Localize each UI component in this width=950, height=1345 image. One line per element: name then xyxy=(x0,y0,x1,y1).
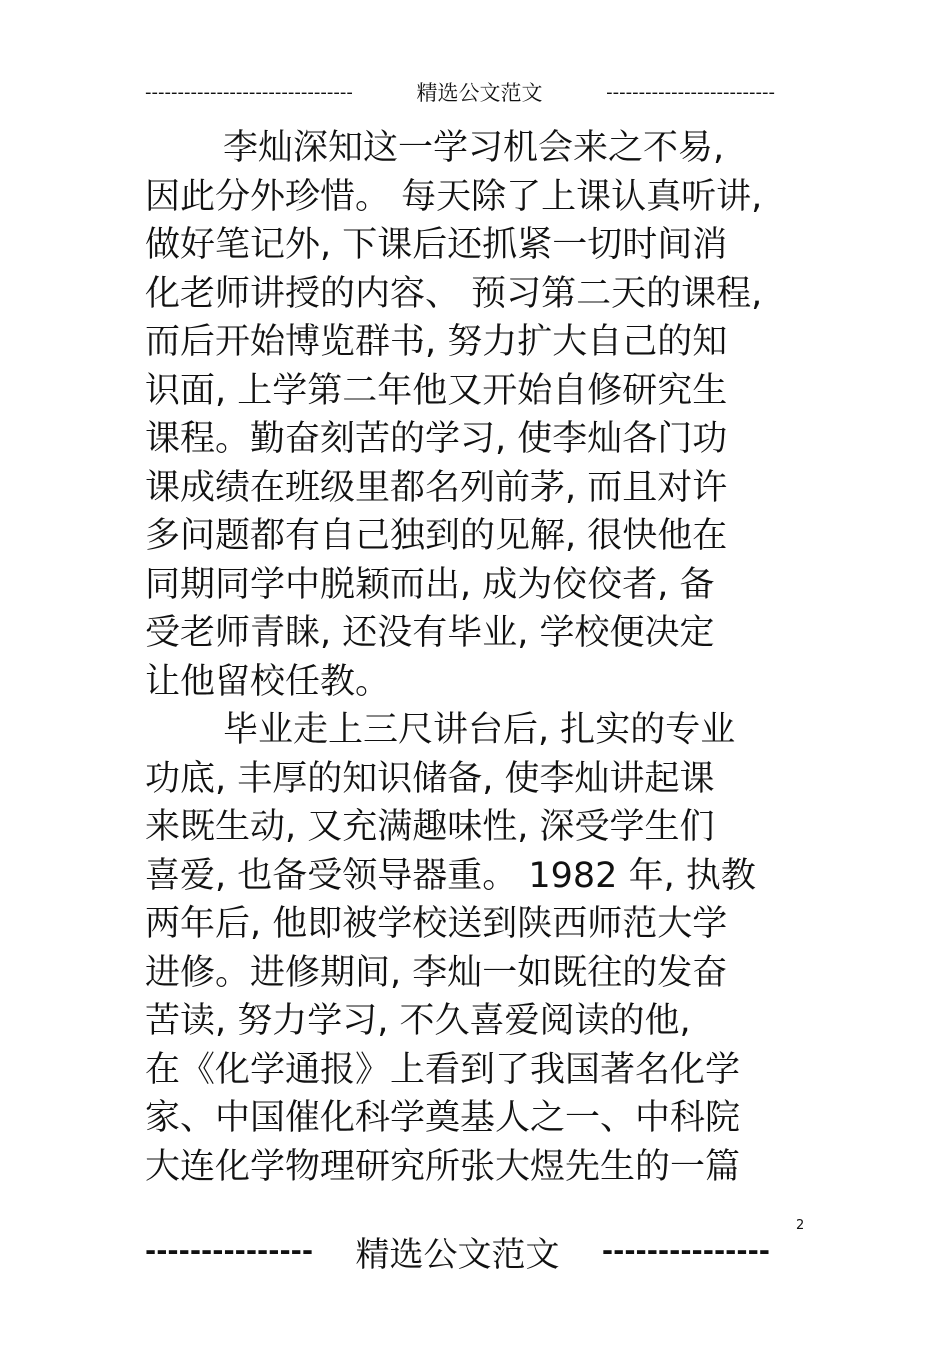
paragraph-2 xyxy=(145,706,805,1191)
header-right-dashes: -------------------------- xyxy=(606,81,775,103)
text-line: 同期同学中脱颖而出, 成为佼佼者, 备 xyxy=(145,564,715,605)
text-line: 喜爱, 也备受领导器重。 1982 年, 执教 xyxy=(145,855,756,896)
text-line: 因此分外珍惜。 每天除了上课认真听讲, xyxy=(145,176,763,217)
text-line: 家、中国催化科学奠基人之一、中科院 xyxy=(145,1098,741,1138)
page-number: 2 xyxy=(796,1218,805,1233)
text-line: 而后开始博览群书, 努力扩大自己的知 xyxy=(145,322,728,362)
text-line: 李灿深知这一学习机会来之不易, xyxy=(223,128,725,168)
footer-left-dashes: --------------- xyxy=(145,1235,314,1267)
text-line: 毕业走上三尺讲台后, 扎实的专业 xyxy=(223,710,736,750)
text-line: 功底, 丰厚的知识储备, 使李灿讲起课 xyxy=(145,758,715,799)
text-line: 识面, 上学第二年他又开始自修研究生 xyxy=(145,370,728,411)
page-header xyxy=(145,78,775,106)
text-line: 课成绩在班级里都名列前茅, 而且对许 xyxy=(145,467,728,508)
document-body xyxy=(145,124,805,1191)
footer-right-dashes: --------------- xyxy=(601,1235,770,1267)
paragraph-1 xyxy=(145,124,805,706)
text-line: 化老师讲授的内容、 预习第二天的课程, xyxy=(145,273,763,314)
text-line: 两年后, 他即被学校送到陕西师范大学 xyxy=(145,904,728,944)
text-line: 受老师青睐, 还没有毕业, 学校便决定 xyxy=(145,613,715,653)
text-line: 做好笔记外, 下课后还抓紧一切时间消 xyxy=(145,225,728,265)
text-line: 让他留校任教。 xyxy=(145,661,391,702)
text-line: 课程。勤奋刻苦的学习, 使李灿各门功 xyxy=(145,419,728,459)
text-line: 在《化学通报》上看到了我国著名化学 xyxy=(145,1049,741,1090)
header-left-dashes: -------------------------------- xyxy=(145,81,353,103)
header-title: 精选公文范文 xyxy=(416,81,543,105)
text-line: 苦读, 努力学习, 不久喜爱阅读的他, xyxy=(145,1001,691,1041)
footer-title: 精选公文范文 xyxy=(355,1234,560,1275)
page-footer xyxy=(145,1228,770,1274)
text-line: 进修。进修期间, 李灿一如既往的发奋 xyxy=(145,952,728,993)
text-line: 多问题都有自己独到的见解, 很快他在 xyxy=(145,516,728,556)
text-line: 来既生动, 又充满趣味性, 深受学生们 xyxy=(145,807,715,847)
text-line: 大连化学物理研究所张大煜先生的一篇 xyxy=(145,1146,741,1187)
